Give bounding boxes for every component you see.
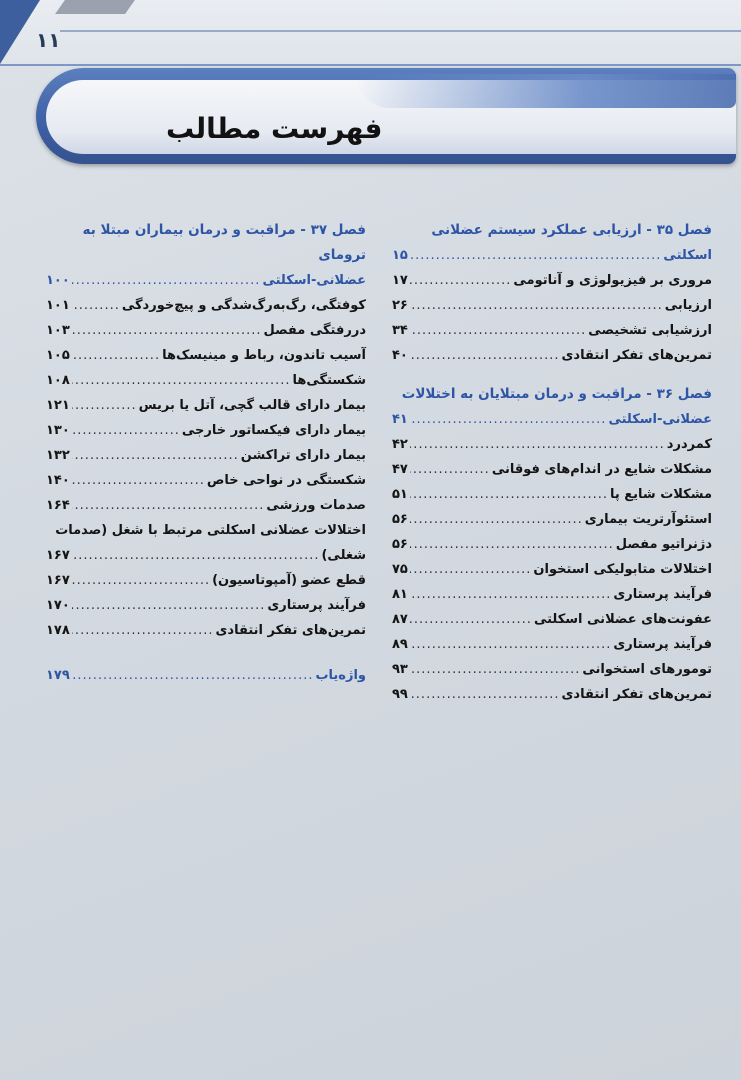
toc-entry[interactable]: ارزیابی ..... ۲۶ bbox=[392, 293, 712, 318]
toc-entry[interactable]: دررفتگی مفصل ..... ۱۰۳ bbox=[46, 318, 366, 343]
toc-entry[interactable]: مشکلات شایع در اندام‌های فوقانی ..... ۴۷ bbox=[392, 457, 712, 482]
toc-entry[interactable]: تمرین‌های تفکر انتقادی ..... ۹۹ bbox=[392, 682, 712, 707]
banner-swoosh bbox=[356, 74, 736, 108]
chapter-35-heading: فصل ۳۵ - ارزیابی عملکرد سیستم عضلانی bbox=[431, 222, 712, 238]
top-band bbox=[0, 0, 741, 66]
top-rule bbox=[60, 30, 741, 32]
toc-entry[interactable]: ارزشیابی تشخیصی ..... ۳۴ bbox=[392, 318, 712, 343]
toc-entry[interactable]: فرآیند پرستاری ..... ۱۷۰ bbox=[46, 593, 366, 618]
toc-entry-multiline-line1[interactable]: اختلالات عضلانی اسکلتی مرتبط با شغل (صدمات bbox=[55, 523, 366, 538]
chapter-36-heading: فصل ۳۶ - مراقبت و درمان مبتلایان به اختلالات bbox=[401, 386, 712, 402]
page-title: فهرست مطالب bbox=[166, 112, 383, 145]
toc-entry[interactable]: تمرین‌های تفکر انتقادی ..... ۱۷۸ bbox=[46, 618, 366, 643]
page-number: ۱۱ bbox=[36, 28, 61, 52]
toc-column-left bbox=[46, 218, 366, 688]
toc-entry[interactable]: دژنراتیو مفصل ..... ۵۶ bbox=[392, 532, 712, 557]
top-wedge-decoration-grey bbox=[55, 0, 135, 14]
toc-entry[interactable]: اسکلتی ..... ۱۵ bbox=[392, 243, 712, 268]
toc-entry[interactable]: کوفتگی، رگ‌به‌رگ‌شدگی و پیچ‌خوردگی ..... ۱۰۱ bbox=[46, 293, 366, 318]
toc-entry[interactable]: آسیب تاندون، رباط و مینیسک‌ها ..... ۱۰۵ bbox=[46, 343, 366, 368]
toc-entry[interactable]: تمرین‌های تفکر انتقادی ..... ۴۰ bbox=[392, 343, 712, 368]
toc-entry[interactable]: تومورهای استخوانی ..... ۹۳ bbox=[392, 657, 712, 682]
toc-entry[interactable]: بیمار دارای تراکشن ..... ۱۳۲ bbox=[46, 443, 366, 468]
toc-entry[interactable]: عفونت‌های عضلانی اسکلتی ..... ۸۷ bbox=[392, 607, 712, 632]
toc-entry[interactable]: صدمات ورزشی ..... ۱۶۴ bbox=[46, 493, 366, 518]
toc-entry[interactable]: قطع عضو (آمپوتاسیون) ..... ۱۶۷ bbox=[46, 568, 366, 593]
toc-entry[interactable]: عضلانی-اسکلتی ..... ۴۱ bbox=[392, 407, 712, 432]
toc-entry[interactable]: شکستگی در نواحی خاص ..... ۱۴۰ bbox=[46, 468, 366, 493]
toc-entry-index[interactable]: واژه‌یاب ..... ۱۷۹ bbox=[46, 663, 366, 688]
toc-entry[interactable]: عضلانی-اسکلتی ..... ۱۰۰ bbox=[46, 268, 366, 293]
toc-entry[interactable]: مروری بر فیزیولوژی و آناتومی ..... ۱۷ bbox=[392, 268, 712, 293]
toc-entry[interactable]: بیمار دارای فیکساتور خارجی ..... ۱۳۰ bbox=[46, 418, 366, 443]
top-wedge-decoration bbox=[0, 0, 40, 64]
toc-entry[interactable]: کمردرد ..... ۴۲ bbox=[392, 432, 712, 457]
toc-entry[interactable]: اختلالات متابولیکی استخوان ..... ۷۵ bbox=[392, 557, 712, 582]
toc-entry[interactable]: فرآیند پرستاری ..... ۸۱ bbox=[392, 582, 712, 607]
chapter-37-heading: فصل ۳۷ - مراقبت و درمان بیماران مبتلا به ترومای bbox=[82, 222, 366, 263]
toc-entry[interactable]: شکستگی‌ها ..... ۱۰۸ bbox=[46, 368, 366, 393]
toc-entry[interactable]: فرآیند پرستاری ..... ۸۹ bbox=[392, 632, 712, 657]
toc-column-right bbox=[392, 218, 712, 707]
toc-entry[interactable]: شغلی) ..... ۱۶۷ bbox=[46, 543, 366, 568]
title-banner bbox=[36, 68, 736, 164]
toc-entry[interactable]: استئوآرتریت بیماری ..... ۵۶ bbox=[392, 507, 712, 532]
toc-entry[interactable]: بیمار دارای قالب گچی، آتل یا بریس ..... ۱۲۱ bbox=[46, 393, 366, 418]
toc-entry[interactable]: مشکلات شایع پا ..... ۵۱ bbox=[392, 482, 712, 507]
